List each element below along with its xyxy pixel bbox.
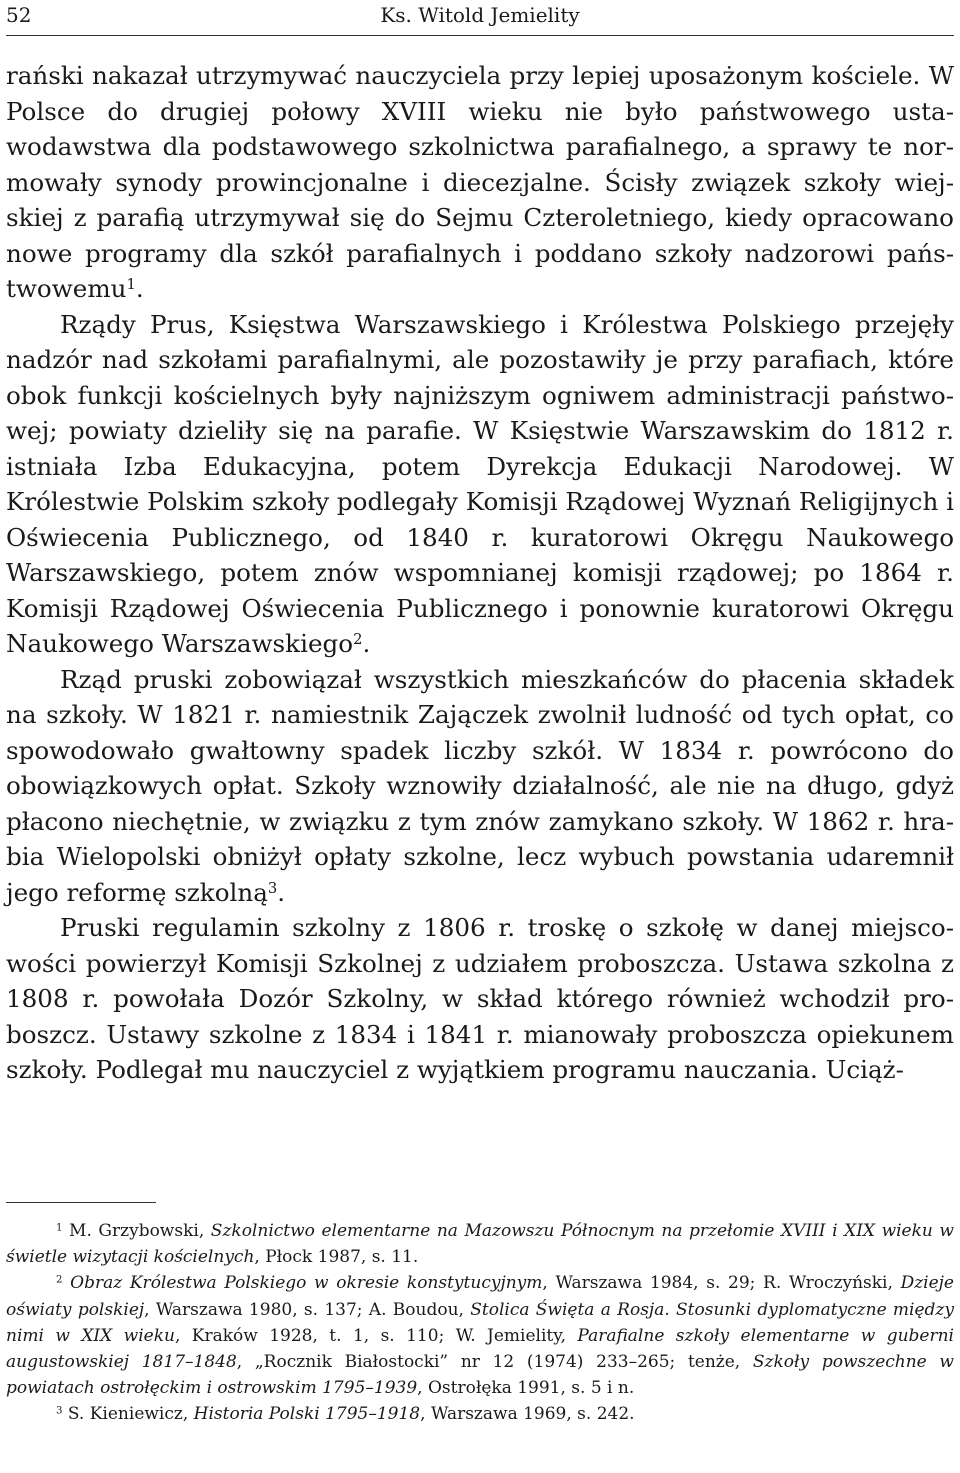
header-rule bbox=[6, 35, 954, 36]
footnote-2-text-4: , „Rocznik Białostocki” nr 12 (1974) 233–265; tenże, bbox=[236, 1352, 753, 1373]
body-text bbox=[6, 58, 954, 1088]
footnote-rule bbox=[6, 1202, 156, 1203]
footnote-2-title-5: Szkoły powszechne w powiatach ostrołęckim i ostrowskim 1795–1939 bbox=[6, 1352, 954, 1399]
footnote-3 bbox=[6, 1401, 954, 1427]
paragraph-3 bbox=[6, 662, 954, 911]
paragraph-2-text: Rządy Prus, Księstwa Warszawskiego i Królestwa Polskiego przejęły nadzór nad szkołami parafialnymi, ale pozostawiły je przy parafiach, które obok funkcji kościelnych były najniższym ogniwem administracji państwowej; powiaty dzieliły się na parafie. W Księstwie Warszawskim do 1812 r. istniała Izba Edukacyjna, potem Dyrekcja Edukacji Narodowej. W Królestwie Polskim szkoły podlegały Komisji Rządowej Wyznań Religijnych i Oświecenia Publicznego, od 1840 r. kuratorowi Okręgu Naukowego Warszawskiego, potem znów wspomnianej komisji rządowej; po 1864 r. Komisji Rządowej Oświecenia Publicznego i ponownie kuratorowi Okręgu Naukowego Warszawskiego bbox=[6, 309, 954, 658]
footnote-3-pub: , Warszawa 1969, s. 242. bbox=[420, 1404, 635, 1425]
paragraph-4 bbox=[6, 910, 954, 1088]
footnote-2-text-1: , Warszawa 1984, s. 29; R. Wroczyński, bbox=[542, 1273, 901, 1294]
paragraph-4-text: Pruski regulamin szkolny z 1806 r. troskę o szkołę w danej miejscowości powierzył Komisji Szkolnej z udziałem proboszcza. Ustawa szkolna z 1808 r. powołała Dozór Szkolny, w skład którego również wchodził proboszcz. Ustawy szkolne z 1834 i 1841 r. mianowały proboszcza opiekunem szkoły. Podlegał mu nauczyciel z wyjątkiem programu nauczania. Uciąż- bbox=[6, 913, 954, 1084]
footnotes bbox=[6, 1218, 954, 1428]
footnote-2-text-3: , Kraków 1928, t. 1, s. 110; W. Jemielity, bbox=[174, 1325, 578, 1346]
footnote-ref-1: 1 bbox=[126, 275, 136, 293]
footnote-ref-2: 2 bbox=[353, 630, 363, 648]
footnote-2-title-1: Obraz Królestwa Polskiego w okresie konstytucyjnym bbox=[70, 1273, 543, 1294]
footnote-3-title: Historia Polski 1795–1918 bbox=[193, 1404, 421, 1425]
footnote-2-title-2: Dzieje oświaty polskiej bbox=[6, 1273, 954, 1320]
footnote-1-mark: 1 bbox=[56, 1222, 63, 1234]
footnote-1-author: M. Grzybowski, bbox=[62, 1221, 211, 1241]
paragraph-2-end: . bbox=[362, 629, 371, 658]
running-head: Ks. Witold Jemielity bbox=[380, 3, 580, 27]
paragraph-2 bbox=[6, 307, 954, 662]
page-number: 52 bbox=[6, 3, 32, 27]
paragraph-1-end: . bbox=[135, 274, 144, 303]
footnote-ref-3: 3 bbox=[267, 879, 278, 897]
footnote-1-pub: , Płock 1987, s. 11. bbox=[254, 1247, 419, 1268]
paragraph-1-text: rański nakazał utrzymywać nauczyciela przy lepiej uposażonym kościele. W Polsce do drugiej połowy XVIII wieku nie było państwowego ustawodawstwa dla podstawowego szkolnictwa parafialnego, a sprawy te normowały synody prowincjonalne i diecezjalne. Ścisły związek szkoły wiejskiej z parafią utrzymywał się do Sejmu Czteroletniego, kiedy opracowano nowe programy dla szkół parafialnych i poddano szkoły nadzorowi państwowemu bbox=[6, 61, 954, 303]
footnote-3-author: S. Kieniewicz, bbox=[62, 1404, 194, 1425]
footnote-2-text-2: , Warszawa 1980, s. 137; A. Boudou, bbox=[144, 1299, 471, 1320]
footnote-3-mark: 3 bbox=[56, 1405, 63, 1417]
footnote-2-title-3: Stolica Święta a Rosja. Stosunki dyplomatyczne między nimi w XIX wieku bbox=[6, 1299, 954, 1346]
page-header bbox=[0, 0, 960, 32]
footnote-2-text-5: , Ostrołęka 1991, s. 5 i n. bbox=[417, 1378, 635, 1399]
paragraph-3-end: . bbox=[277, 877, 286, 907]
footnote-2-title-4: Parafialne szkoły elementarne w guberni augustowskiej 1817–1848 bbox=[6, 1325, 954, 1373]
footnote-1-title: Szkolnictwo elementarne na Mazowszu Północnym na przełomie XVIII i XIX wieku w świetle wizytacji kościelnych bbox=[6, 1221, 954, 1268]
paragraph-3-text: Rząd pruski zobowiązał wszystkich mieszkańców do płacenia składek na szkoły. W 1821 r. namiestnik Zajączek zwolnił ludność od tych opłat, co spowodowało gwałtowny spadek liczby szkół. W 1834 r. powrócono do obowiązkowych opłat. Szkoły wznowiły działalność, ale nie na długo, gdyż płacono niechętnie, w związku z tym znów zamykano szkoły. W 1862 r. hrabia Wielopolski obniżył opłaty szkolne, lecz wybuch powstania udaremnił jego reformę szkolną bbox=[6, 664, 954, 907]
paragraph-1 bbox=[6, 58, 954, 307]
footnote-2 bbox=[6, 1270, 954, 1401]
footnote-2-mark: 2 bbox=[56, 1274, 63, 1286]
footnote-1 bbox=[6, 1218, 954, 1270]
